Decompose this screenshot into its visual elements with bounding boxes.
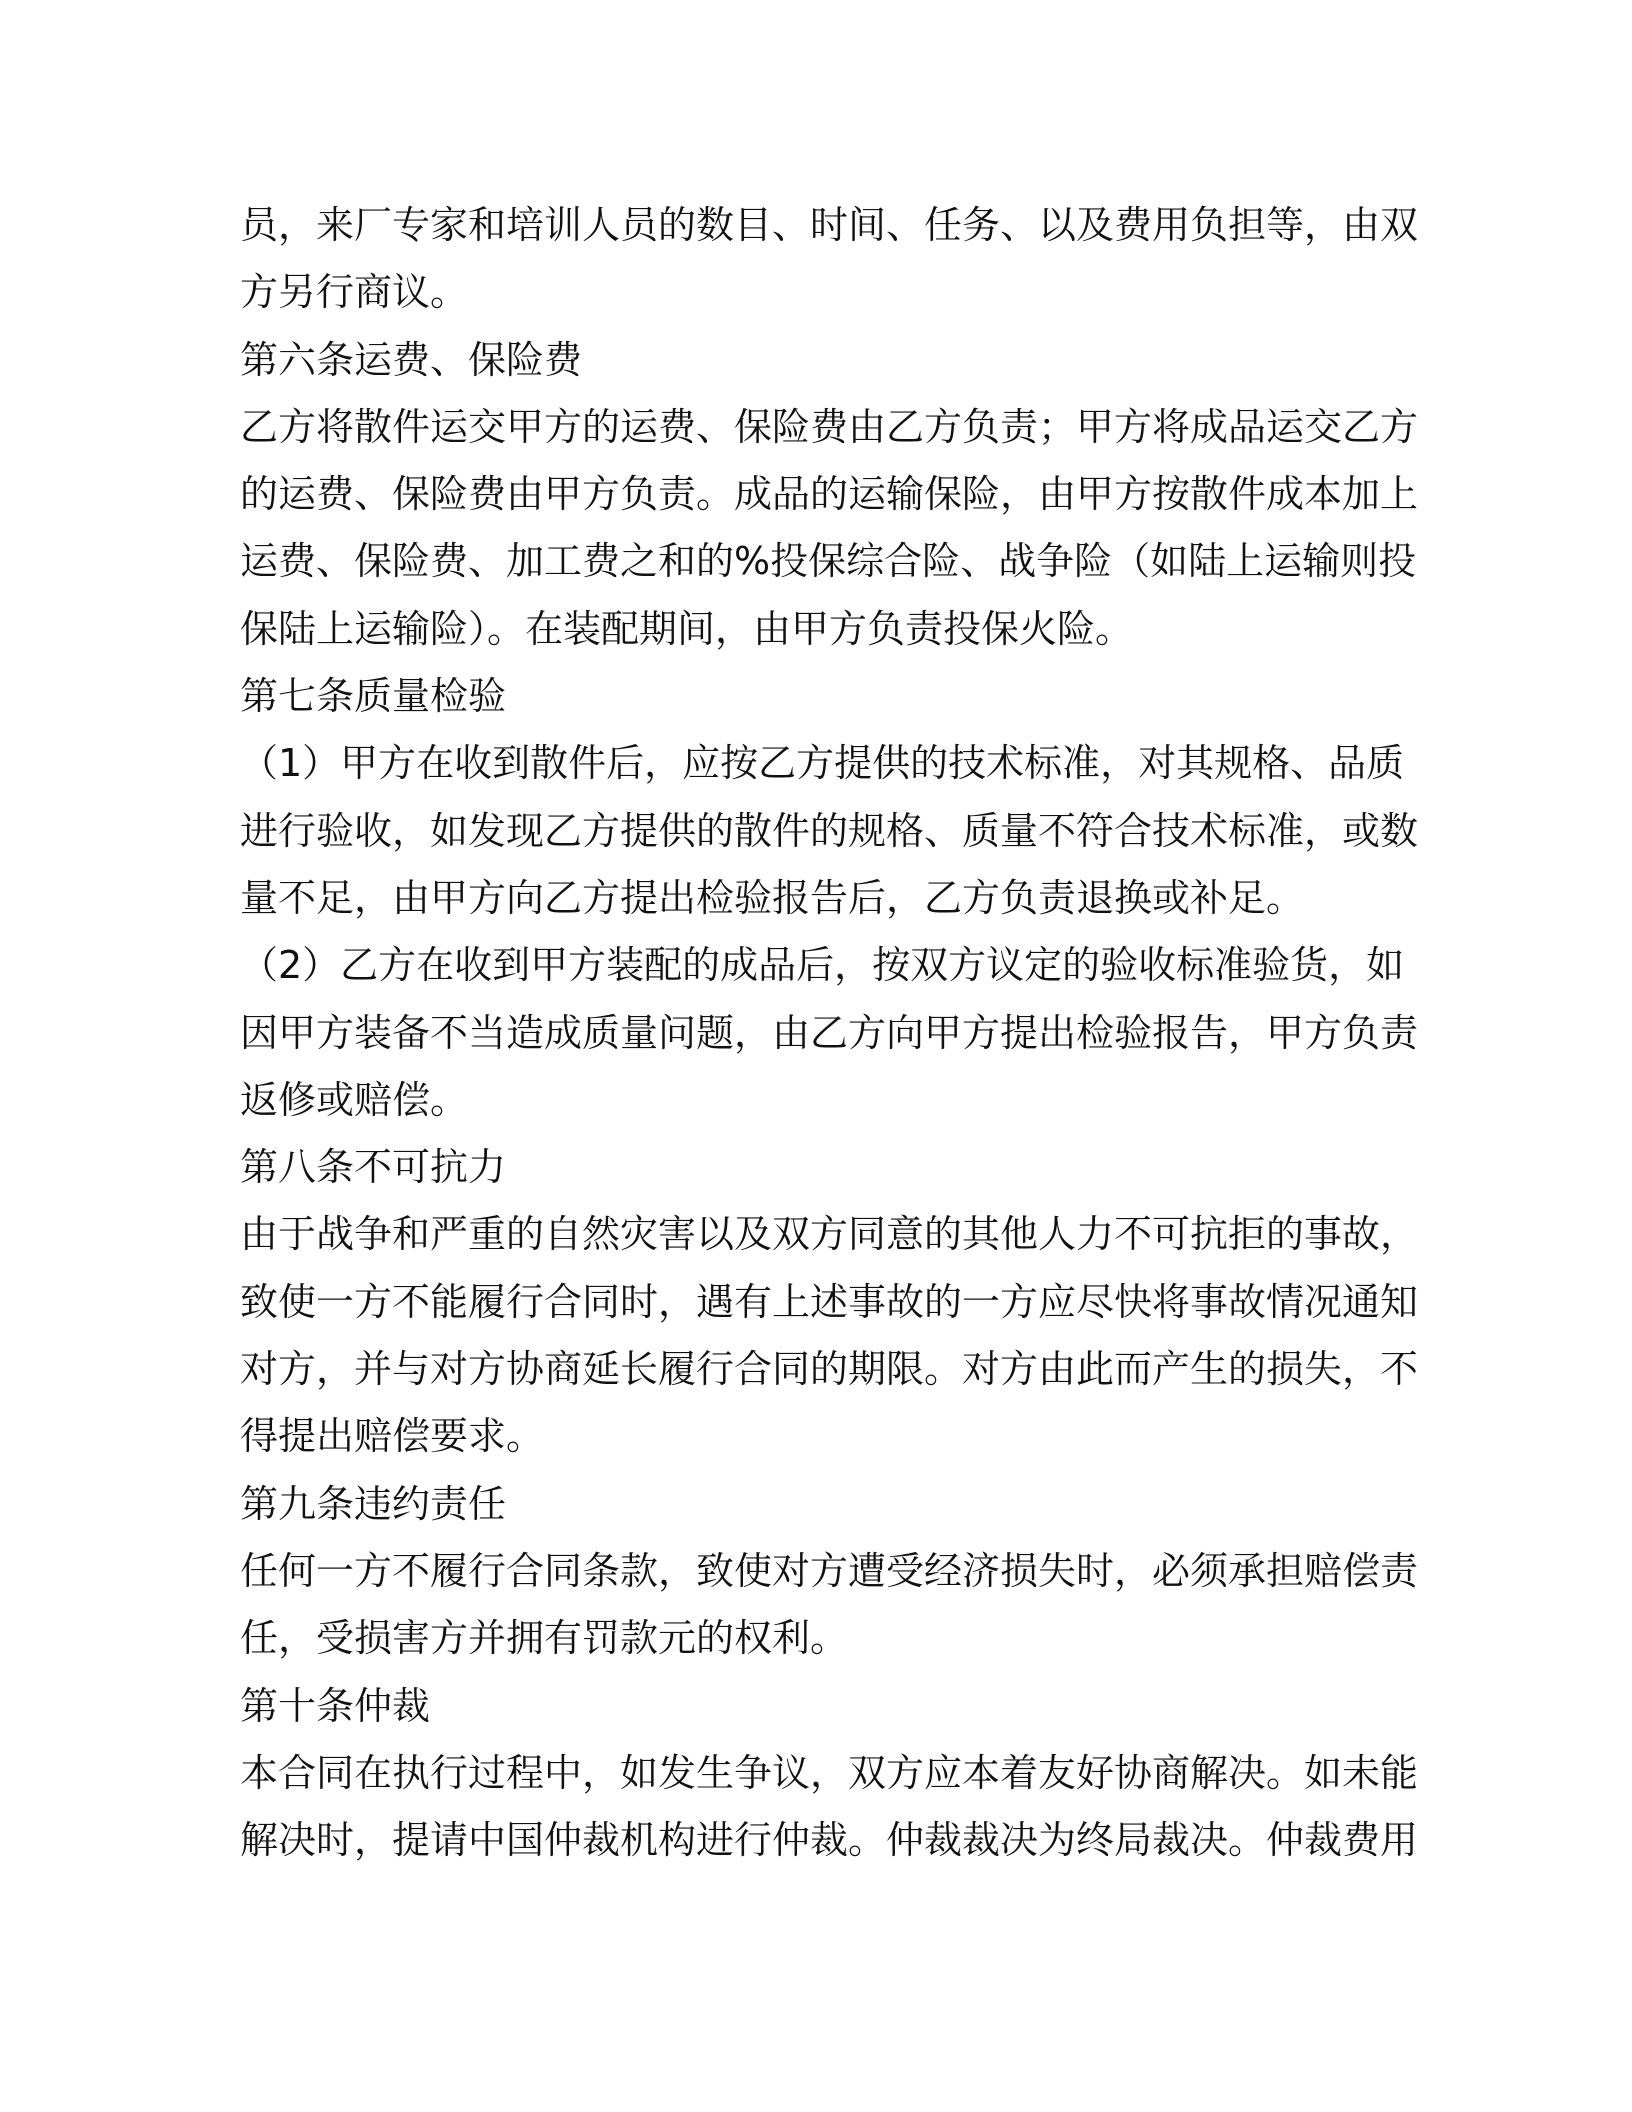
paragraph-line: （1）甲方在收到散件后，应按乙方提供的技术标准，对其规格、品质 — [240, 741, 1405, 786]
paragraph-line: 保陆上运输险）。在装配期间，由甲方负责投保火险。 — [240, 606, 1134, 651]
section-heading-article-10: 第十条仲裁 — [240, 1683, 431, 1728]
paragraph-line: 因甲方装备不当造成质量问题，由乙方向甲方提出检验报告，甲方负责 — [240, 1010, 1419, 1055]
paragraph-line: 致使一方不能履行合同时，遇有上述事故的一方应尽快将事故情况通知 — [240, 1279, 1419, 1324]
paragraph-line: 运费、保险费、加工费之和的%投保综合险、战争险（如陆上运输则投 — [240, 539, 1417, 584]
section-heading-article-9: 第九条违约责任 — [240, 1481, 507, 1526]
paragraph-line: （2）乙方在收到甲方装配的成品后，按双方议定的验收标准验货，如 — [240, 943, 1405, 988]
paragraph-line: 解决时，提请中国仲裁机构进行仲裁。仲裁裁决为终局裁决。仲裁费用 — [240, 1818, 1419, 1863]
paragraph-line: 量不足，由甲方向乙方提出检验报告后，乙方负责退换或补足。 — [240, 875, 1305, 920]
paragraph-line: 得提出赔偿要求。 — [240, 1414, 545, 1459]
paragraph-line: 本合同在执行过程中，如发生争议，双方应本着友好协商解决。如未能 — [240, 1750, 1419, 1795]
paragraph-line: 返修或赔偿。 — [240, 1077, 469, 1122]
paragraph-line: 员，来厂专家和培训人员的数目、时间、任务、以及费用负担等，由双 — [240, 203, 1419, 247]
paragraph-line: 方另行商议。 — [240, 270, 469, 315]
paragraph-line: 进行验收，如发现乙方提供的散件的规格、质量不符合技术标准，或数 — [240, 808, 1419, 853]
section-heading-article-8: 第八条不可抗力 — [240, 1145, 507, 1190]
document-body — [240, 192, 1419, 1874]
paragraph-line: 对方，并与对方协商延长履行合同的期限。对方由此而产生的损失，不 — [240, 1347, 1419, 1392]
section-heading-article-6: 第六条运费、保险费 — [240, 337, 583, 382]
paragraph-line: 任何一方不履行合同条款，致使对方遭受经济损失时，必须承担赔偿责 — [240, 1548, 1419, 1593]
section-heading-article-7: 第七条质量检验 — [240, 674, 507, 719]
paragraph-line: 任，受损害方并拥有罚款元的权利。 — [240, 1616, 849, 1661]
paragraph-line: 乙方将散件运交甲方的运费、保险费由乙方负责；甲方将成品运交乙方 — [240, 404, 1419, 449]
paragraph-line: 的运费、保险费由甲方负责。成品的运输保险，由甲方按散件成本加上 — [240, 472, 1419, 517]
paragraph-line: 由于战争和严重的自然灾害以及双方同意的其他人力不可抗拒的事故， — [240, 1212, 1419, 1257]
